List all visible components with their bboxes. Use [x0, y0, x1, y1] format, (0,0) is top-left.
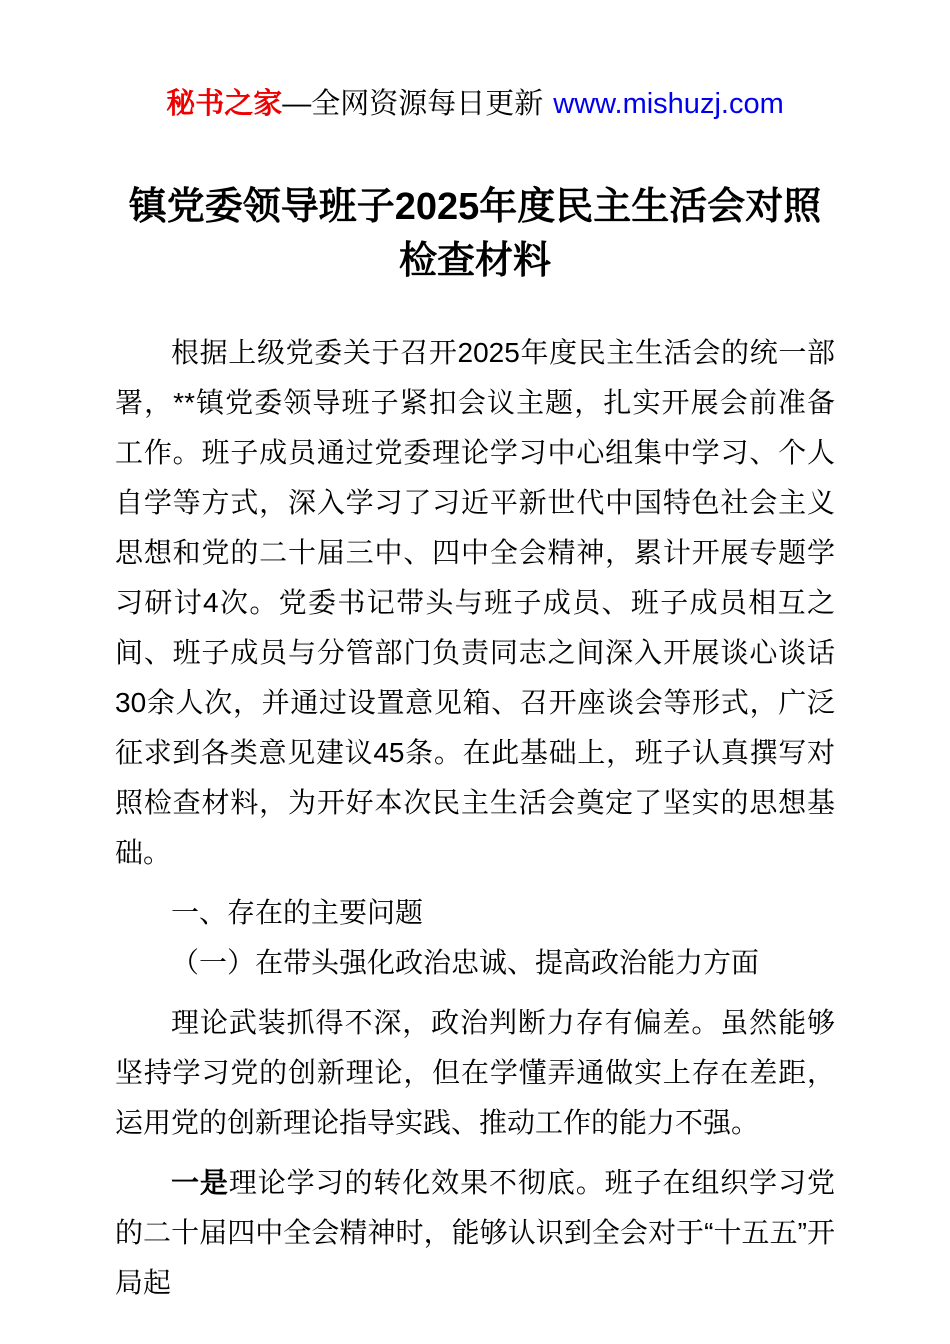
paragraph-problem-summary-text: 理论武装抓得不深，政治判断力存有偏差。虽然能够坚持学习党的创新理论，但在学懂弄通做实上存在差距，运用党的创新理论指导实践、推动工作的能力不强。 [115, 1007, 835, 1138]
section-heading-sub: （一）在带头强化政治忠诚、提高政治能力方面 [171, 947, 760, 978]
paragraph-intro: 根据上级党委关于召开2025年度民主生活会的统一部署，**镇党委领导班子紧扣会议主题，扎实开展会前准备工作。班子成员通过党委理论学习中心组集中学习、个人自学等方式，深入学习了习近平新世代中国特色社会主义思想和党的二十届三中、四中全会精神，累计开展专题学习研讨4次。党委书记带头与班子成员、班子成员相互之间、班子成员与分管部门负责同志之间深入开展谈心谈话30余人次，并通过设置意见箱、召开座谈会等形式，广泛征求到各类意见建议45条。在此基础上，班子认真撰写对照检查材料，为开好本次民主生活会奠定了坚实的思想基础。 [115, 337, 835, 868]
point-one-lead: 一是 [171, 1167, 229, 1198]
point-one-text: 理论学习的转化效果不彻底。班子在组织学习党的二十届四中全会精神时，能够认识到全会对于“十五五”开局起 [115, 1167, 835, 1298]
site-name: 秘书之家 [166, 88, 283, 120]
banner-tagline: —全网资源每日更新 [282, 88, 544, 120]
title-line-2: 检查材料 [398, 240, 551, 282]
document-body [115, 328, 835, 1308]
site-banner [0, 86, 950, 122]
section-heading-main: 一、存在的主要问题 [171, 897, 424, 928]
paragraph-problem-summary [115, 998, 835, 1148]
title-line-1: 镇党委领导班子2025年度民主生活会对照 [128, 186, 822, 228]
paragraph-point-one [115, 1158, 835, 1308]
document-title [95, 180, 855, 288]
site-url-link[interactable]: www.mishuzj.com [553, 88, 784, 120]
